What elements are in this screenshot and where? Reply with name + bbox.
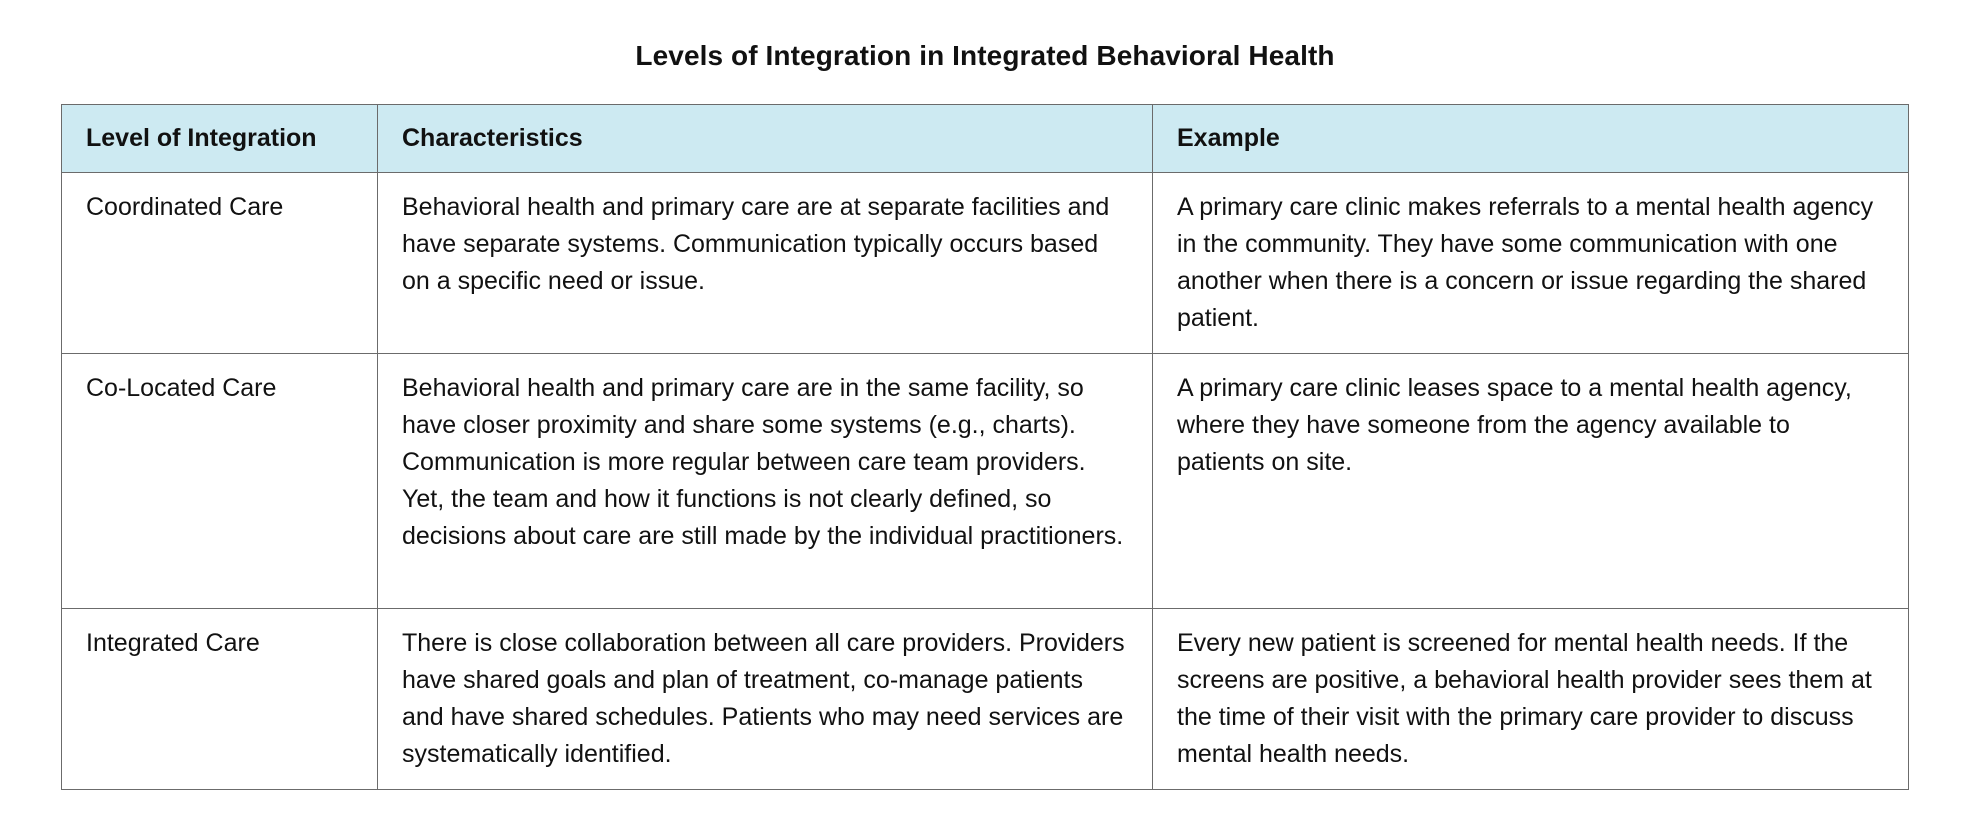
cell-level: Integrated Care (62, 609, 378, 790)
table-row (62, 173, 1909, 354)
table-row (62, 609, 1909, 790)
column-header-example: Example (1153, 105, 1909, 173)
cell-level: Co-Located Care (62, 354, 378, 609)
cell-characteristics: Behavioral health and primary care are at separate facilities and have separate systems. Communication typically occurs based on a specific need or issue. (378, 173, 1153, 354)
cell-example: Every new patient is screened for mental health needs. If the screens are positive, a behavioral health provider sees them at the time of their visit with the primary care provider to discuss mental health needs. (1153, 609, 1909, 790)
table-header-row (62, 105, 1909, 173)
cell-level: Coordinated Care (62, 173, 378, 354)
table-row (62, 354, 1909, 609)
cell-characteristics: Behavioral health and primary care are in the same facility, so have closer proximity and share some systems (e.g., charts). Communication is more regular between care team providers. Yet, the team and how it functions is not clearly defined, so decisions about care are still made by the individual practitioners. (378, 354, 1153, 609)
column-header-characteristics: Characteristics (378, 105, 1153, 173)
cell-characteristics: There is close collaboration between all care providers. Providers have shared goals and plan of treatment, co-manage patients and have shared schedules. Patients who may need services are systematically identified. (378, 609, 1153, 790)
integration-levels-table (61, 104, 1909, 790)
cell-example: A primary care clinic makes referrals to a mental health agency in the community. They have some communication with one another when there is a concern or issue regarding the shared patient. (1153, 173, 1909, 354)
column-header-level: Level of Integration (62, 105, 378, 173)
cell-example: A primary care clinic leases space to a mental health agency, where they have someone from the agency available to patients on site. (1153, 354, 1909, 609)
page-title: Levels of Integration in Integrated Behavioral Health (635, 40, 1335, 71)
